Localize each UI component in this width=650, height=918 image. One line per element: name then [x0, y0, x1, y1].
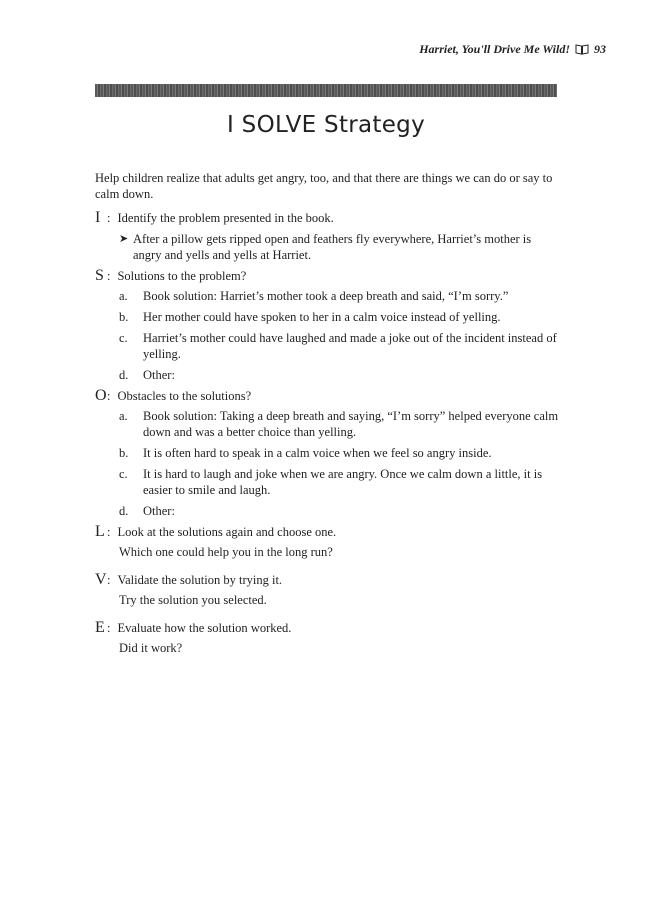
book-icon: [575, 44, 589, 55]
section-text: Obstacles to the solutions?: [117, 389, 252, 403]
section-letter: I: [95, 209, 101, 226]
section-text: Validate the solution by trying it.: [117, 573, 283, 587]
arrow-icon: ➤: [119, 233, 129, 245]
list-marker: a.: [119, 409, 128, 423]
running-title: Harriet, You'll Drive Me Wild!: [419, 42, 570, 56]
list-item: [119, 288, 560, 304]
list-item: [119, 309, 560, 325]
list-marker: c.: [119, 467, 128, 481]
list-item: [119, 367, 560, 383]
main-content: [95, 170, 560, 661]
list-item-text: Her mother could have spoken to her in a calm voice instead of yelling.: [143, 310, 501, 324]
list-item: [119, 503, 560, 519]
list-item-text: Other:: [143, 504, 175, 518]
section-s: S : Solutions to the problem? a. Book solution: Harriet’s mother took a deep breath and said, “I’m sorry.” b. Her mother could have spoken to her in a calm voice instead of yelling. c. Harriet’s mother could have laughed and made a joke out of the incident instead of yelling. d. Other:: [95, 268, 560, 383]
section-letter: E: [95, 619, 105, 636]
section-letter: S: [95, 267, 104, 284]
list-item: [119, 408, 560, 440]
section-letter: V: [95, 571, 107, 588]
list-item-text: It is hard to laugh and joke when we are angry. Once we calm down a little, it is easier to smile and laugh.: [143, 467, 543, 497]
section-i: I : Identify the problem presented in the book. ➤ After a pillow gets ripped open and feathers fly everywhere, Harriet’s mother is angry and yells and yells at Harriet.: [95, 210, 560, 263]
bullet-text: After a pillow gets ripped open and feathers fly everywhere, Harriet’s mother is angry and yells and yells at Harriet.: [133, 232, 532, 262]
list-item: [119, 330, 560, 362]
intro-paragraph: Help children realize that adults get angry, too, and that there are things we can do or say to calm down.: [95, 171, 553, 201]
page-number: 93: [594, 42, 606, 56]
list-marker: b.: [119, 446, 129, 460]
list-item-text: Other:: [143, 368, 175, 382]
section-v: V : Validate the solution by trying it. Try the solution you selected.: [95, 572, 560, 608]
section-o: O : Obstacles to the solutions? a. Book solution: Taking a deep breath and saying, “I’m sorry” helped everyone calm down and was a better choice than yelling. b. It is often hard to speak in a calm voice when we feel so angry inside. c. It is hard to laugh and joke when we are angry. Once we calm down a little, it is easier to smile and laugh. d. Other:: [95, 387, 559, 518]
list-item-text: Harriet’s mother could have laughed and made a joke out of the incident instead of yelling.: [143, 331, 557, 361]
section-subtext: Try the solution you selected.: [119, 593, 267, 607]
list-marker: b.: [119, 310, 129, 324]
section-text: Evaluate how the solution worked.: [117, 621, 292, 635]
list-item-text: Book solution: Harriet’s mother took a deep breath and said, “I’m sorry.”: [143, 289, 509, 303]
list-marker: a.: [119, 289, 128, 303]
section-e: E : Evaluate how the solution worked. Did it work?: [95, 620, 560, 656]
running-header: [419, 42, 606, 57]
section-text: Solutions to the problem?: [117, 269, 247, 283]
list-item-text: Book solution: Taking a deep breath and saying, “I’m sorry” helped everyone calm down and was a better choice than yelling.: [143, 409, 559, 439]
list-marker: c.: [119, 331, 128, 345]
section-l: L : Look at the solutions again and choose one. Which one could help you in the long run?: [95, 524, 560, 560]
list-item: [119, 466, 560, 498]
section-letter: O: [95, 387, 107, 404]
list-item: [119, 445, 560, 461]
section-subtext: Did it work?: [119, 641, 183, 655]
section-letter: L: [95, 523, 105, 540]
list-item-text: It is often hard to speak in a calm voice when we feel so angry inside.: [143, 446, 492, 460]
section-subtext: Which one could help you in the long run?: [119, 545, 333, 559]
page-title: I SOLVE Strategy: [226, 112, 425, 138]
section-text: Look at the solutions again and choose one.: [117, 525, 337, 539]
list-marker: d.: [119, 504, 129, 518]
decorative-bar: [95, 84, 557, 97]
list-marker: d.: [119, 368, 129, 382]
bullet-item: [119, 231, 560, 263]
section-text: Identify the problem presented in the book.: [117, 211, 334, 225]
